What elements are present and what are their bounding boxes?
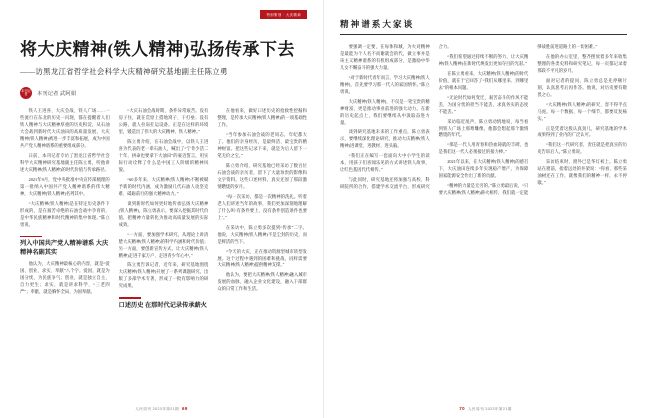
right-page <box>323 0 647 418</box>
byline-text: 本刊记者 武阿娟 <box>37 90 77 97</box>
left-page-footer <box>0 406 323 412</box>
heading-rule-icon <box>20 236 42 238</box>
paragraph: 谈到新时代如何更好地传承弘扬大庆精神(铁人精神)，陈立勇表示，要深入挖掘其时代价值，把精神力量转化为推动高质量发展的实际成效。 <box>118 200 209 227</box>
byline <box>20 87 307 99</box>
paragraph: “那是一代人用青春和热血铸就的丰碑，也是我们这一代人必须接过的接力棒。” <box>438 142 529 155</box>
paragraph: 正是凭着这股认真劲儿，研究基地的学术成果得到了业内的广泛认可。 <box>537 125 627 138</box>
paragraph: 日前，本刊记者专访了黑龙江省哲学社会科学大庆精神研究基地副主任陈立勇，听他讲述大庆精神(铁人精神)的时代价值与传承路径。 <box>20 153 110 173</box>
reporter-badge: 本刊记者 <box>20 87 32 99</box>
section-heading-text: 口述历史 在那时代记录传承薪火 <box>118 301 207 309</box>
paragraph: 采访结束时，窗外已是华灯初上。陈立勇站在窗前，指着远处的井架说：“你看，那些采油树还在工作，就像我们的精神一样，永不停歇。” <box>537 159 627 186</box>
paragraph: “60多年来，大庆精神(铁人精神)不断被赋予新的时代内涵，成为激励几代石油人攻坚克难、砥砺前行的强大精神动力。” <box>118 176 209 196</box>
left-page <box>0 0 323 418</box>
paragraph: 陈立勇告诉记者，近年来，研究基地围绕大庆精神(铁人精神)开展了一系列课题研究，出版了多部学术专著，形成了一批有影响力的研究成果。 <box>118 262 209 289</box>
left-body-columns <box>20 108 307 310</box>
paragraph: “我们正在编写一套面向大中小学生的读本，用孩子们喜闻乐见的方式讲述铁人故事，让红色基因代代相传。” <box>340 153 430 173</box>
paragraph: “无论时代如何变迁，艰苦奋斗的作风不能丢，为国分忧的担当不能丢，求真务实的态度不能丢。” <box>438 94 529 114</box>
footer-text: 人民周刊 2023年第21期 <box>135 407 180 411</box>
paragraph: “我们这一代研究者，责任就是把真实的历史告诉后人。”陈立勇说。 <box>537 142 627 155</box>
paragraph: “我们希望通过持续不断的努力，让大庆精神(铁人精神)在新时代焕发出更加夺目的光彩。” <box>438 53 529 66</box>
paragraph: “对于新时代青年而言，学习大庆精神(铁人精神)，首先要学习那一代人的家国情怀。”陈立勇说。 <box>340 74 430 94</box>
page-number-left: 69 <box>182 406 188 411</box>
paragraph: “今天的大庆，正在推动资源型城市转型发展。这个过程中遇到的困难和挑战，同样需要大庆精神(铁人精神)提供精神支撑。” <box>217 248 307 268</box>
article-subtitle: ——访黑龙江省哲学社会科学大庆精神研究基地副主任陈立勇 <box>20 67 228 77</box>
section-heading-text: 列入中国共产党人精神谱系 大庆精神名副其实 <box>20 240 109 256</box>
paragraph: 面对记者的提问，陈立勇总是先停顿片刻，认真思考后再作答。他说，对历史要有敬畏之心。 <box>537 77 627 97</box>
paragraph: 他认为，要把大庆精神(铁人精神)融入城市发展的血脉，融入企业文化建设，融入干部群众的日常工作和生活。 <box>217 272 307 292</box>
paragraph: 他认为，大庆精神最核心的内容，就是“爱国、创业、求实、奉献”八个字。爱国，就是为国分忧、为民族争气；创业，就是独立自主、自力更生；求实，就是讲求科学、“三老四严”；奉献，就是胸怀全局、为国奉献。 <box>20 260 110 294</box>
paragraph: 陈立勇介绍，在石油会战中，以铁人王进喜为代表的老一辈石油人，喊出了“宁肯少活二十年，拼命也要拿下大油田”的豪迈誓言，用实际行动诠释了什么是中国工人阶级的精神风貌。 <box>118 139 209 173</box>
paragraph: “精神的力量是无穷的。”陈立勇最后说，“只要大庆精神(铁人精神)薪火相传，我们就一定能够战胜前进道路上的一切困难。” <box>438 44 598 196</box>
section-heading-1 <box>20 236 110 257</box>
right-body-columns <box>340 44 627 197</box>
section-tag: 特别策划 · 大庆精神 <box>260 10 307 19</box>
paragraph: 采访临近尾声，陈立勇动情地说，每当看到铁人广场上那尊雕像，他都会想起那个激情燃烧的年代。 <box>438 118 529 138</box>
paragraph: “大庆石油会战时期，条件异常艰苦。没有房子住，就在荒原上搭地窝子、干打垒；没有公路，就人拉肩扛运设备。正是在这样的环境里，锻造出了伟大的大庆精神、铁人精神。” <box>118 108 209 135</box>
paragraph: 2021年9月，党中央批准中央宣传部梳理的第一批纳入中国共产党人精神谱系的伟大精神，大庆精神(铁人精神)名列其中。 <box>20 176 110 196</box>
paragraph: 要强调一定要，在每体和城，为火对精神是最能为个人名不而谢就会的代，做立事并是该主义精神谱系的有机组成部分，是激励中华儿女不懈奋斗的强大力量。 <box>340 44 430 70</box>
running-head: 精神谱系大家谈 <box>340 19 415 29</box>
paragraph: 陈立勇介绍，研究基地已经采访了数百位石油会战的亲历者，留下了大量珍贵的影像和文字资料。这些口述材料，真实还原了那段激情燃烧的岁月。 <box>217 163 307 189</box>
paragraph: “大庆精神(铁人精神)的研究，容不得半点马虎。每一个数据、每一个细节，都要反复核实。” <box>537 101 627 121</box>
right-page-footer <box>324 406 647 412</box>
page-title: 将大庆精神(铁人精神)弘扬传承下去 <box>20 40 295 59</box>
paragraph: 2021年以来，在大庆精神(铁人精神)的感召下，大庆油田连续多年实现稳产增产，为保障国家能源安全作出了新的贡献。 <box>438 159 529 179</box>
footer-text: 人民周刊 2023年第21期 <box>467 407 512 411</box>
paragraph: “大庆精神(铁人精神)是在特定历史条件下形成的，是在艰苦卓绝的石油会战中孕育的，是中华民族精神和时代精神的集中体现。”陈立勇说。 <box>20 200 110 227</box>
heading-rule-icon <box>119 297 141 299</box>
paragraph: 大庆精神(铁人精神)，不仅是一笔宝贵的精神财富，更是推动事业前进的强大动力。在新的历史起点上，我们要继续从中汲取奋进力量。 <box>340 98 430 125</box>
page-number-right: 70 <box>459 406 465 411</box>
paragraph: “当年参加石油会战的老同志，年纪都大了。他们的亲身经历，是最鲜活、最宝贵的精神财富。把这些记录下来，就是为后人留下一笔无价之宝。” <box>217 132 307 159</box>
paragraph: 与此同时，研究基地还将加强与高校、科研院所的合作，搭建学术交流平台，形成研究合力。 <box>340 44 452 190</box>
section-heading-2 <box>119 297 209 310</box>
paragraph: 在他的办公室里，整齐摆放着多年来收集整理的各类史料和研究笔记，每一页都记录着那段不平凡的岁月。 <box>537 53 627 73</box>
paragraph: “一方面，要加强学术研究，从理论上讲清楚大庆精神(铁人精神)的科学内涵和时代价值；另一方面，要创新宣传方式，让大庆精神(铁人精神)走进千家万户、走进青少年心中。” <box>118 231 209 258</box>
paragraph: 在他看来，做好口述历史的抢救性挖掘和整理，是传承大庆精神(铁人精神)的一项基础性工作。 <box>217 108 307 128</box>
paragraph: “每一次采访，都是一次精神的洗礼。听着老人们讲述当年的故事，我们更加深刻地理解了什么叫‘有条件要上，没有条件创造条件也要上’。” <box>217 193 307 220</box>
running-head-rule <box>340 34 627 35</box>
paragraph: 铁人王进喜、大庆会战、铁人广场……一些流行在东北的历史一闪现，都在提醒着人们铁人精神与大庆精神厚重的历史积淀。从石油大会战到新时代大庆油田的高质量发展，大庆精神(铁人精神)被进一步丰富和拓展，成为中国共产党人精神谱系的重要组成部分。 <box>20 108 110 149</box>
paragraph: 谈到研究基地未来的工作重点，陈立勇表示，要继续深化理论研究，推动大庆精神(铁人精神)进课堂、进教材、进头脑。 <box>340 129 430 149</box>
paragraph: 在陈立勇看来，大庆精神(铁人精神)的时代价值，就在于它回答了“我们从哪里来、到哪里去”的根本问题。 <box>438 70 529 90</box>
paragraph: 在采访中，陈立勇多次提到“传承”二字。他说，大庆精神(铁人精神)不是尘封的历史，而是鲜活的当下。 <box>217 224 307 244</box>
